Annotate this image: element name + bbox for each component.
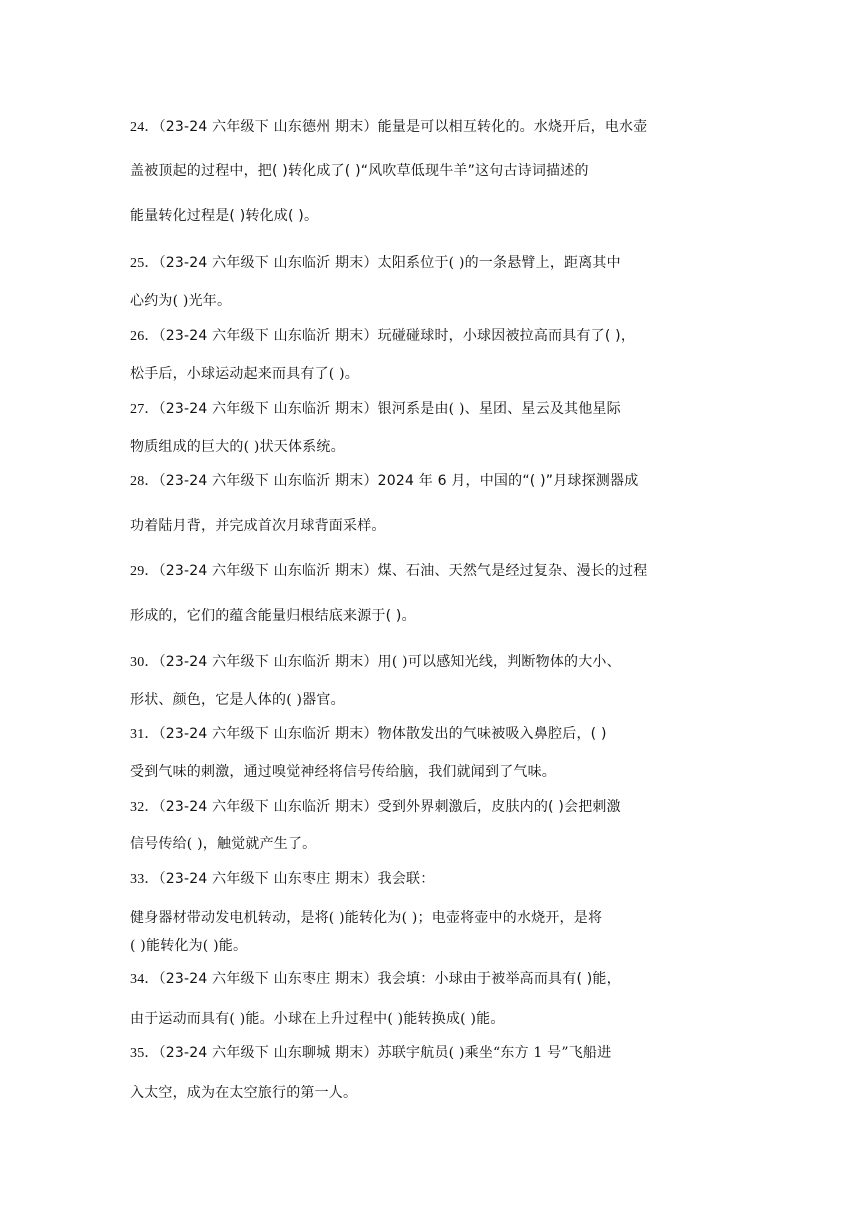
- question-source: （23-24 六年级下 山东临沂 期末）: [158, 328, 378, 344]
- question-28-line-2: [130, 516, 730, 536]
- question-source: （23-24 六年级下 山东枣庄 期末）: [158, 971, 378, 987]
- question-27-line-2: [130, 437, 730, 457]
- question-text: 物体散发出的气味被吸入鼻腔后，( ): [377, 726, 607, 742]
- question-text: 盖被顶起的过程中，把( )转化成了( )“风吹草低现牛羊”这句古诗词描述的: [130, 163, 589, 179]
- question-source: （23-24 六年级下 山东德州 期末）: [158, 119, 378, 135]
- question-25-line-2: [130, 291, 730, 311]
- question-text: 我会填：小球由于被举高而具有( )能，: [377, 971, 621, 987]
- question-source: （23-24 六年级下 山东临沂 期末）: [158, 654, 378, 670]
- question-34-line-2: [130, 1009, 730, 1029]
- question-text: ( )能转化为( )能。: [130, 938, 248, 954]
- question-number: 29．: [130, 564, 159, 579]
- question-32-line-1: [130, 797, 730, 818]
- question-source: （23-24 六年级下 山东临沂 期末）: [158, 563, 378, 579]
- question-24-line-1: [130, 117, 730, 138]
- question-text: 入太空，成为在太空旅行的第一人。: [130, 1085, 358, 1101]
- question-text: 2024 年 6 月，中国的“( )”月球探测器成: [377, 473, 639, 489]
- question-text: 能量是可以相互转化的。水烧开后，电水壶: [377, 119, 648, 135]
- question-source: （23-24 六年级下 山东临沂 期末）: [158, 726, 378, 742]
- question-text: 信号传给( )，触觉就产生了。: [130, 836, 317, 852]
- question-source: （23-24 六年级下 山东临沂 期末）: [158, 473, 378, 489]
- question-number: 35．: [130, 1046, 159, 1061]
- question-text: 太阳系位于( )的一条悬臂上，距离其中: [377, 255, 621, 271]
- question-text: 能量转化过程是( )转化成( )。: [130, 208, 319, 224]
- question-number: 30．: [130, 655, 159, 670]
- question-29-line-1: [130, 561, 730, 582]
- question-number: 28．: [130, 474, 159, 489]
- question-number: 32．: [130, 800, 159, 815]
- question-source: （23-24 六年级下 山东临沂 期末）: [158, 401, 378, 417]
- question-32-line-2: [130, 834, 730, 854]
- question-25-line-1: [130, 253, 730, 274]
- question-text: 形成的，它们的蕴含能量归根结底来源于( )。: [130, 608, 416, 624]
- question-26-line-2: [130, 364, 730, 384]
- question-text: 银河系是由( )、星团、星云及其他星际: [377, 401, 621, 417]
- question-number: 33．: [130, 872, 159, 887]
- question-35-line-1: [130, 1043, 730, 1064]
- question-text: 心约为( )光年。: [130, 293, 232, 309]
- question-number: 24．: [130, 120, 159, 135]
- question-text: 形状、颜色，它是人体的( )器官。: [130, 692, 345, 708]
- question-text: 用( )可以感知光线，判断物体的大小、: [377, 654, 621, 670]
- question-30-line-2: [130, 690, 730, 710]
- question-text: 玩碰碰球时，小球因被拉高而具有了( )，: [377, 328, 636, 344]
- question-33-line-2: [130, 908, 730, 928]
- question-source: （23-24 六年级下 山东临沂 期末）: [158, 799, 378, 815]
- question-text: 受到气味的刺激，通过嗅觉神经将信号传给脑，我们就闻到了气味。: [130, 764, 556, 780]
- question-29-line-2: [130, 606, 730, 626]
- question-26-line-1: [130, 326, 730, 347]
- question-34-line-1: [130, 969, 730, 990]
- question-text: 松手后，小球运动起来而具有了( )。: [130, 366, 359, 382]
- question-number: 26．: [130, 329, 159, 344]
- question-31-line-2: [130, 762, 730, 782]
- question-number: 27．: [130, 402, 159, 417]
- question-24-line-3: [130, 206, 730, 226]
- question-text: 受到外界刺激后，皮肤内的( )会把刺激: [377, 799, 621, 815]
- question-source: （23-24 六年级下 山东枣庄 期末）: [158, 871, 378, 887]
- question-33-line-1: [130, 869, 730, 890]
- question-source: （23-24 六年级下 山东临沂 期末）: [158, 255, 378, 271]
- question-33-line-3: [130, 936, 730, 956]
- question-text: 由于运动而具有( )能。小球在上升过程中( )能转换成( )能。: [130, 1011, 505, 1027]
- question-text: 功着陆月背，并完成首次月球背面采样。: [130, 518, 386, 534]
- question-text: 我会联：: [377, 871, 435, 887]
- question-35-line-2: [130, 1083, 730, 1103]
- question-27-line-1: [130, 399, 730, 420]
- question-number: 31．: [130, 727, 159, 742]
- question-text: 苏联宇航员( )乘坐“东方 1 号”飞船进: [377, 1045, 612, 1061]
- question-number: 34．: [130, 972, 159, 987]
- question-text: 健身器材带动发电机转动，是将( )能转化为( )；电壶将壶中的水烧开，是将: [130, 910, 603, 926]
- question-28-line-1: [130, 471, 730, 492]
- question-text: 煤、石油、天然气是经过复杂、漫长的过程: [377, 563, 648, 579]
- question-source: （23-24 六年级下 山东聊城 期末）: [158, 1045, 378, 1061]
- question-24-line-2: [130, 161, 730, 181]
- question-number: 25．: [130, 256, 159, 271]
- question-text: 物质组成的巨大的( )状天体系统。: [130, 439, 345, 455]
- question-30-line-1: [130, 652, 730, 673]
- question-31-line-1: [130, 724, 730, 745]
